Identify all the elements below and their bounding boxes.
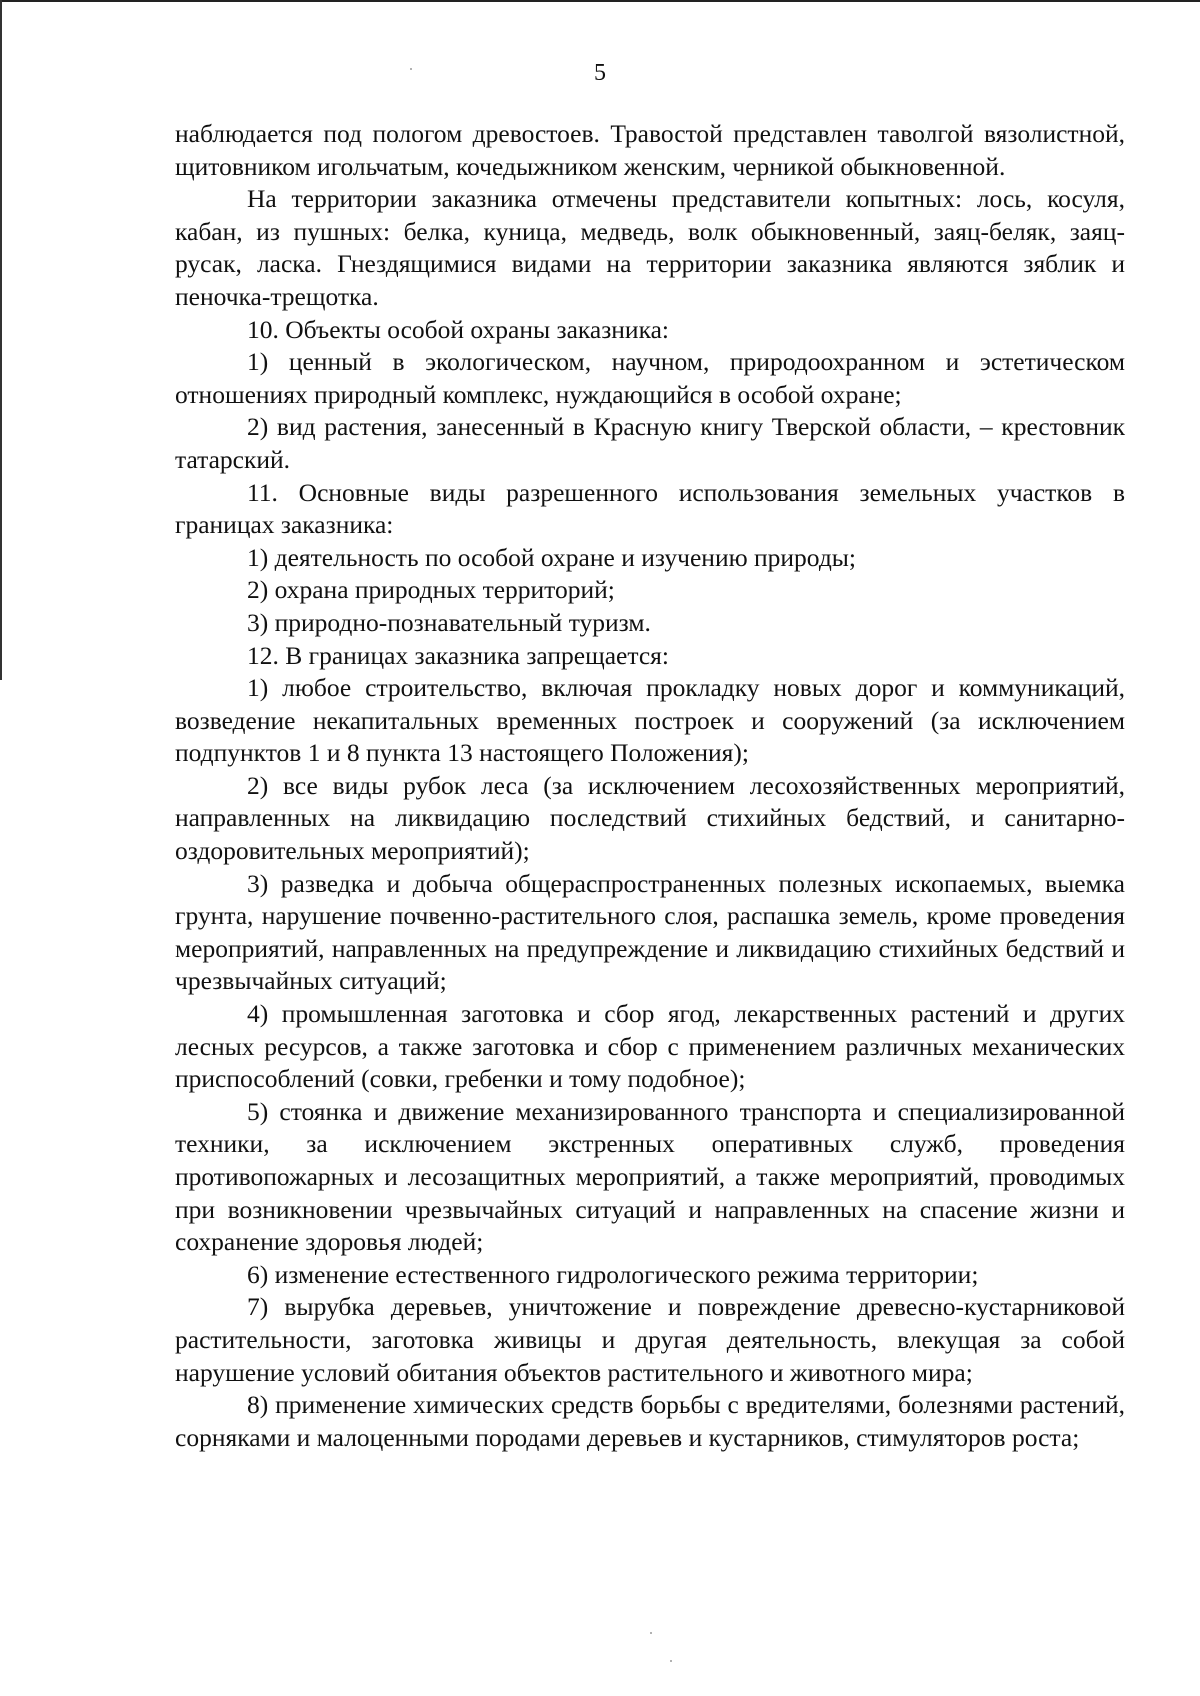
section-12-item-2: 2) все виды рубок леса (за исключением лесохозяйственных мероприятий, направленных на ликвидацию последствий стихийных бедствий, и санитарно-оздоровительных мероприятий); bbox=[175, 770, 1125, 866]
section-12-heading: 12. В границах заказника запрещается: bbox=[247, 640, 669, 670]
section-12-item-1: 1) любое строительство, включая прокладку новых дорог и коммуникаций, возведение некапитальных временных построек и сооружений (за исключением подпунктов 1 и 8 пункта 13 настоящего Положения); bbox=[175, 673, 1125, 768]
section-11-item-2: 2) охрана природных территорий; bbox=[247, 575, 615, 605]
section-12-item-8: 8) применение химических средств борьбы с вредителями, болезнями растений, сорняками и малоценными породами деревьев и кустарников, стимуляторов роста; bbox=[175, 1390, 1125, 1452]
section-11-item-3: 3) природно-познавательный туризм. bbox=[247, 607, 651, 637]
section-12-item-6: 6) изменение естественного гидрологического режима территории; bbox=[247, 1259, 979, 1289]
scan-edge-top bbox=[0, 0, 1200, 2]
section-12-item-4: 4) промышленная заготовка и сбор ягод, лекарственных растений и других лесных ресурсов, а также заготовка и сбор с применением различных механических приспособлений (совки, гребенки и тому подобное); bbox=[175, 999, 1125, 1094]
page-number: 5 bbox=[594, 60, 606, 86]
section-11-item-1: 1) деятельность по особой охране и изучению природы; bbox=[247, 542, 857, 572]
scan-speck bbox=[650, 1632, 652, 1634]
paragraph-fauna: На территории заказника отмечены представители копытных: лось, косуля, кабан, из пушных: белка, куница, медведь, волк обыкновенный, заяц-беляк, заяц-русак, ласка. Гнездящимися видами на территории заказника являются зяблик и пеночка-трещотка. bbox=[175, 184, 1125, 311]
document-body bbox=[175, 118, 1125, 1454]
section-10-item-2: 2) вид растения, занесенный в Красную книгу Тверской области, – крестовник татарский. bbox=[175, 412, 1125, 474]
section-12-item-5: 5) стоянка и движение механизированного транспорта и специализированной техники, за исключением экстренных оперативных служб, проведения противопожарных и лесозащитных мероприятий, а также мероприятий, проводимых при возникновении чрезвычайных ситуаций и направленных на спасение жизни и сохранение здоровья людей; bbox=[175, 1096, 1125, 1257]
section-11-heading: 11. Основные виды разрешенного использования земельных участков в границах заказника: bbox=[175, 477, 1125, 540]
scan-edge-left bbox=[0, 0, 2, 680]
scan-speck bbox=[410, 68, 412, 70]
section-12-item-7: 7) вырубка деревьев, уничтожение и повреждение древесно-кустарниковой растительности, заготовка живицы и другая деятельность, влекущая за собой нарушение условий обитания объектов растительного и животного мира; bbox=[175, 1292, 1125, 1387]
paragraph-continuation: наблюдается под пологом древостоев. Травостой представлен таволгой вязолистной, щитовником игольчатым, кочедыжником женским, черникой обыкновенной. bbox=[175, 119, 1125, 181]
scan-speck bbox=[670, 1660, 672, 1662]
section-10-heading: 10. Объекты особой охраны заказника: bbox=[247, 314, 669, 344]
section-12-item-3: 3) разведка и добыча общераспространенных полезных ископаемых, выемка грунта, нарушение почвенно-растительного слоя, распашка земель, кроме проведения мероприятий, направленных на предупреждение и ликвидацию стихийных бедствий и чрезвычайных ситуаций; bbox=[175, 868, 1125, 996]
section-10-item-1: 1) ценный в экологическом, научном, природоохранном и эстетическом отношениях природный комплекс, нуждающийся в особой охране; bbox=[175, 347, 1125, 409]
